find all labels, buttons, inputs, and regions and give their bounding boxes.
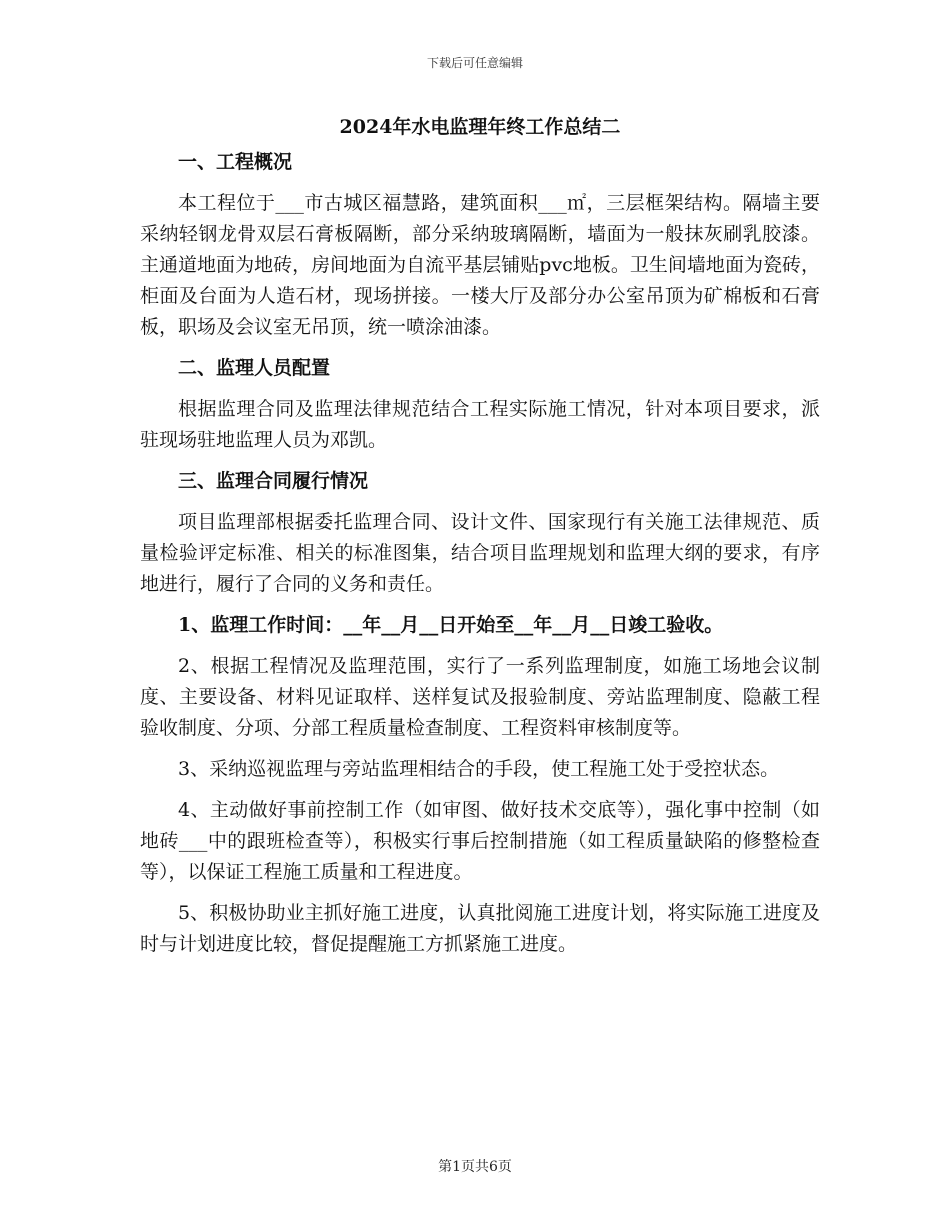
section-heading-contract: 三、监理合同履行情况 — [178, 470, 369, 492]
page-number: 第1页共6页 — [438, 1159, 512, 1175]
item-inspection-methods: 3、采纳巡视监理与旁站监理相结合的手段，使工程施工处于受控状态。 — [178, 758, 780, 780]
paragraph-staffing: 根据监理合同及监理法律规范结合工程实际施工情况，针对本项目要求，派驻现场驻地监理人员为邓凯。 — [140, 398, 820, 451]
item-work-period: 1、监理工作时间：__年__月__日开始至__年__月__日竣工验收。 — [178, 614, 724, 636]
section-heading-overview: 一、工程概况 — [178, 151, 293, 173]
item-schedule-assist: 5、积极协助业主抓好施工进度，认真批阅施工进度计划，将实际施工进度及时与计划进度比较，督促提醒施工方抓紧施工进度。 — [140, 902, 820, 955]
item-supervision-systems: 2、根据工程情况及监理范围，实行了一系列监理制度，如施工场地会议制度、主要设备、材料见证取样、送样复试及报验制度、旁站监理制度、隐蔽工程验收制度、分项、分部工程质量检查制度、工程资料审核制度等。 — [140, 655, 820, 739]
page-header-note: 下载后可任意编辑 — [426, 56, 523, 70]
section-heading-staffing: 二、监理人员配置 — [178, 357, 331, 379]
document-body — [140, 112, 820, 970]
item-process-control: 4、主动做好事前控制工作（如审图、做好技术交底等），强化事中控制（如地砖___中的跟班检查等），积极实行事后控制措施（如工程质量缺陷的修整检查等），以保证工程施工质量和工程进度。 — [140, 799, 820, 883]
paragraph-contract: 项目监理部根据委托监理合同、设计文件、国家现行有关施工法律规范、质量检验评定标准、相关的标准图集，结合项目监理规划和监理大纲的要求，有序地进行，履行了合同的义务和责任。 — [140, 511, 820, 595]
paragraph-overview: 本工程位于___市古城区福慧路，建筑面积___㎡，三层框架结构。隔墙主要采纳轻钢龙骨双层石膏板隔断，部分采纳玻璃隔断，墙面为一般抹灰刷乳胶漆。主通道地面为地砖，房间地面为自流平基层铺贴pvc地板。卫生间墙地面为瓷砖，柜面及台面为人造石材，现场拼接。一楼大厅及部分办公室吊顶为矿棉板和石膏板，职场及会议室无吊顶，统一喷涂油漆。 — [140, 192, 820, 338]
document-title: 2024年水电监理年终工作总结二 — [339, 116, 621, 138]
